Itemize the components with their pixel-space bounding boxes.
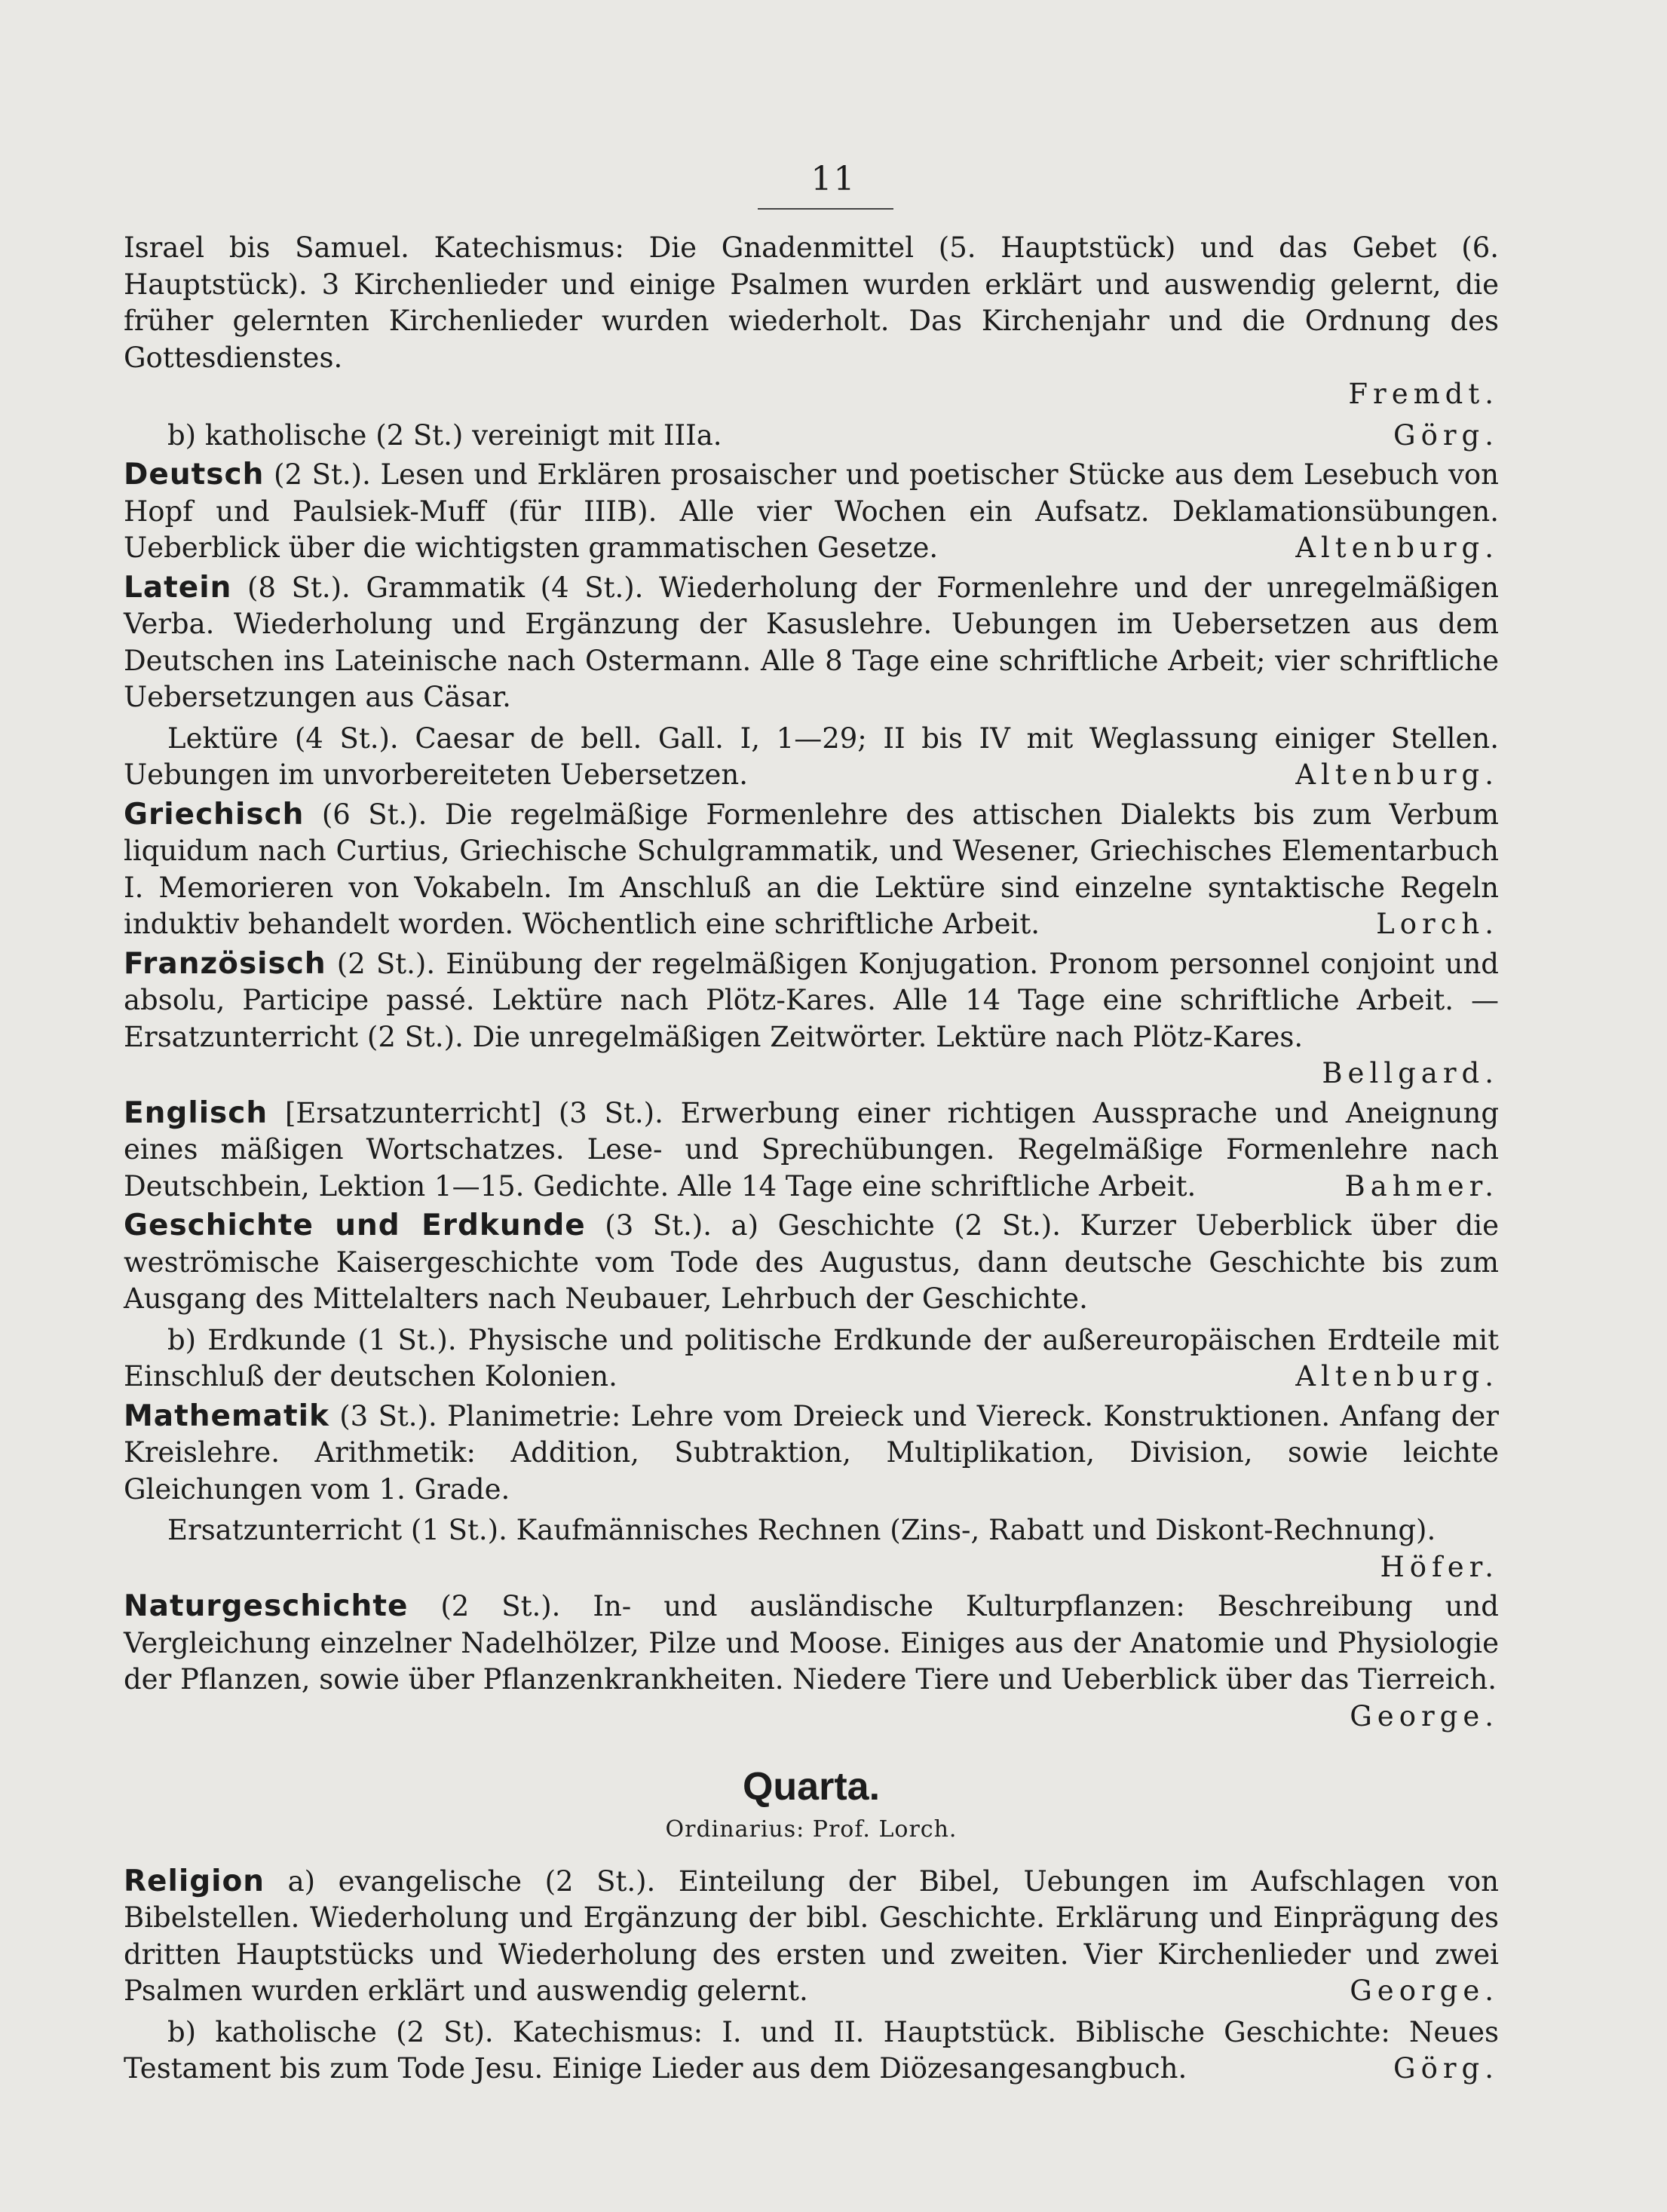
teacher-name: Altenburg. <box>1295 758 1499 791</box>
teacher-name: Bahmer. <box>1344 1169 1499 1203</box>
teacher-name: Altenburg. <box>1295 1360 1499 1392</box>
teacher-name: Görg. <box>1393 418 1499 452</box>
subject-heading: Englisch <box>124 1095 268 1130</box>
subject-heading: Naturgeschichte <box>124 1589 409 1623</box>
teacher-name: George. <box>1350 1975 1499 2007</box>
paragraph-religion-continued: Israel bis Samuel. Katechismus: Die Gnadenmittel (5. Hauptstück) und das Gebet (6. Hauptstück). 3 Kirchenlieder und einige Psalmen wurden erklärt und auswendig gelernt, die früher gelernten Kirchenlieder wurden wiederholt. Das Kirchenjahr und die Ordnung des Gottesdienstes. <box>124 231 1499 374</box>
page-number: 11 <box>811 160 856 198</box>
paragraph-latein: Latein (8 St.). Grammatik (4 St.). Wiederholung der Formenlehre und der unregelmäßigen Verba. Wiederholung und Ergänzung der Kasuslehre. Uebungen im Uebersetzen aus dem Deutschen ins Lateinische nach Ostermann. Alle 8 Tage eine schriftliche Arbeit; vier schriftliche Uebersetzungen aus Cäsar. <box>124 570 1500 713</box>
teacher-name: Görg. <box>1393 2052 1499 2085</box>
subject-heading: Geschichte und Erdkunde <box>124 1209 586 1242</box>
paragraph-quarta-religion-catholic: b) katholische (2 St). Katechismus: I. und II. Hauptstück. Biblische Geschichte: Neues Testament bis zum Tode Jesu. Einige Lieder aus dem Diözesangesangbuch. Görg. <box>124 2014 1499 2088</box>
teacher-name: Lorch. <box>1376 908 1499 940</box>
teacher-name: Altenburg. <box>1295 532 1499 564</box>
text-column <box>124 230 1499 2088</box>
paragraph-erdkunde: b) Erdkunde (1 St.). Physische und politische Erdkunde der außereuropäischen Erdteile mit Einschluß der deutschen Kolonien. Altenburg. <box>124 1322 1499 1396</box>
paragraph-franzoesisch: Französisch (2 St.). Einübung der regelmäßigen Konjugation. Pronom personnel conjoint und absolu, Participe passé. Lektüre nach Plötz-Kares. Alle 14 Tage eine schriftliche Arbeit. — Ersatzunterricht (2 St.). Die unregelmäßigen Zeitwörter. Lektüre nach Plötz-Kares. <box>124 946 1499 1053</box>
page-number-rule <box>758 208 893 210</box>
paragraph-mathematik-ersatz: Ersatzunterricht (1 St.). Kaufmännisches Rechnen (Zins-, Rabatt und Diskont-Rechnung). <box>167 1514 1436 1546</box>
paragraph-quarta-religion: Religion a) evangelische (2 St.). Einteilung der Bibel, Uebungen im Aufschlagen von Bibelstellen. Wiederholung und Ergänzung der bibl. Geschichte. Erklärung und Einprägung des dritten Hauptstücks und Wiederholung des ersten und zweiten. Vier Kirchenlieder und zwei Psalmen wurden erklärt und auswendig gelernt. George. <box>124 1864 1499 2010</box>
teacher-name: George. <box>1350 1699 1499 1733</box>
paragraph-naturgeschichte: Naturgeschichte (2 St.). In- und ausländische Kulturpflanzen: Beschreibung und Vergleichung einzelner Nadelhölzer, Pilze und Moose. Einiges aus der Anatomie und Physiologie der Pflanzen, sowie über Pflanzenkrankheiten. Niedere Tiere und Ueberblick über das Tierreich. George. <box>124 1589 1499 1735</box>
paragraph-religion-catholic: Görg. b) katholische (2 St.) vereinigt mit IIIa. <box>124 418 1499 455</box>
subject-heading: Griechisch <box>124 797 305 832</box>
paragraph-mathematik: Mathematik (3 St.). Planimetrie: Lehre vom Dreieck und Viereck. Konstruktionen. Anfang der Kreislehre. Arithmetik: Addition, Subtraktion, Multiplikation, Division, sowie leichte Gleichungen vom 1. Grade. <box>124 1399 1499 1506</box>
paragraph-latein-lektuere: Lektüre (4 St.). Caesar de bell. Gall. I, 1—29; II bis IV mit Weglassung einiger Stellen. Uebungen im unvorbereiteten Uebersetzen. Altenburg. <box>124 721 1499 794</box>
section-title: Quarta. <box>742 1765 881 1809</box>
subject-heading: Religion <box>124 1864 265 1898</box>
paragraph-griechisch: Griechisch (6 St.). Die regelmäßige Formenlehre des attischen Dialekts bis zum Verbum liquidum nach Curtius, Griechische Schulgrammatik, und Wesener, Griechisches Elementarbuch I. Memorieren von Vokabeln. Im Anschluß an die Lektüre sind einzelne syntaktische Regeln induktiv behandelt worden. Wöchentlich eine schriftliche Arbeit. Lorch. <box>124 797 1499 943</box>
paragraph-geschichte: Geschichte und Erdkunde (3 St.). a) Geschichte (2 St.). Kurzer Ueberblick über die weströmische Kaisergeschichte vom Tode des Augustus, dann deutsche Geschichte bis zum Ausgang des Mittelalters nach Neubauer, Lehrbuch der Geschichte. <box>124 1209 1499 1315</box>
paragraph-englisch: Englisch [Ersatzunterricht] (3 St.). Erwerbung einer richtigen Aussprache und Aneignung eines mäßigen Wortschatzes. Lese- und Sprechübungen. Regelmäßige Formenlehre nach Deutschbein, Lektion 1—15. Gedichte. Alle 14 Tage eine schriftliche Arbeit. Bahmer. <box>124 1095 1499 1206</box>
subject-heading: Mathematik <box>124 1399 329 1433</box>
subject-heading: Französisch <box>124 946 326 981</box>
subject-heading: Deutsch <box>124 458 265 492</box>
teacher-name: Bellgard. <box>1322 1057 1499 1089</box>
teacher-name: Höfer. <box>1380 1550 1499 1583</box>
section-subtitle: Ordinarius: Prof. Lorch. <box>665 1816 958 1843</box>
paragraph-deutsch: Deutsch (2 St.). Lesen und Erklären prosaischer und poetischer Stücke aus dem Lesebuch von Hopf und Paulsiek-Muff (für IIIB). Alle vier Wochen ein Aufsatz. Deklamationsübungen. Ueberblick über die wichtigsten grammatischen Gesetze. Altenburg. <box>124 457 1499 567</box>
teacher-name: Fremdt. <box>1348 378 1499 410</box>
subject-heading: Latein <box>124 570 232 605</box>
